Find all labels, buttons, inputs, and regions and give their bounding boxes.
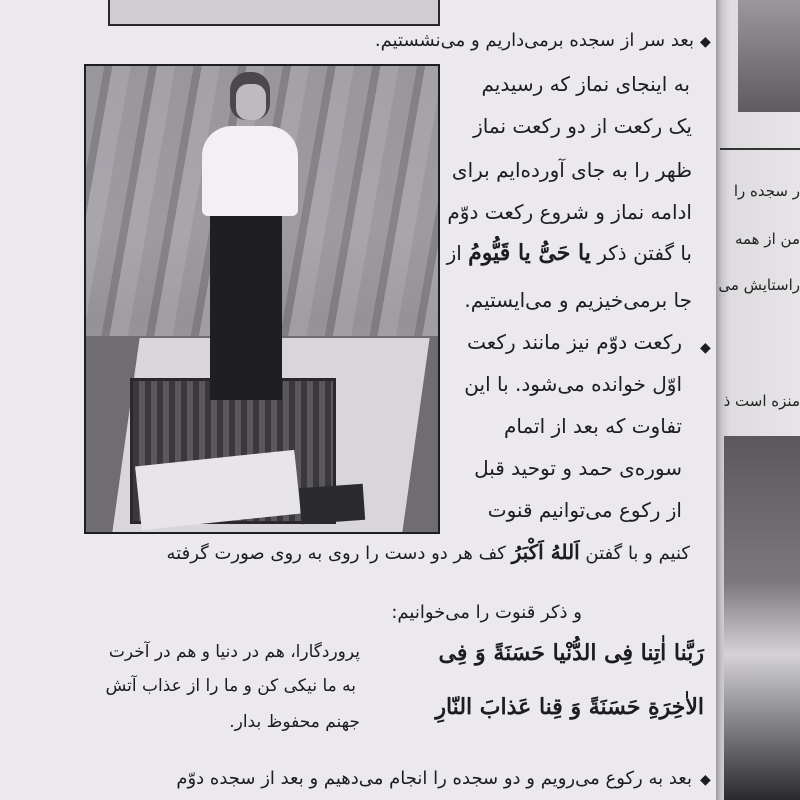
dua-line: رَبَّنا اٰتِنا فِی الدُّنْیا حَسَنَةً وَ فِی xyxy=(438,640,704,666)
text-line: بعد سر از سجده برمی‌داریم و می‌نشستیم. xyxy=(374,30,694,51)
text-line: ادامه نماز و شروع رکعت دوّم xyxy=(447,200,692,224)
facing-page-text: منزه است ذ xyxy=(723,392,800,410)
text-line: بعد به رکوع می‌رویم و دو سجده را انجام می‌دهیم و بعد از سجده دوّم xyxy=(176,768,692,789)
text-line: از رکوع می‌توانیم قنوت xyxy=(487,498,682,522)
bullet-icon: ◆ xyxy=(700,340,711,356)
dua-line: الاٰخِرَةِ حَسَنَةً وَ قِنا عَذابَ النّارِ xyxy=(435,694,704,720)
translation-line: به ما نیکی کن و ما را از عذاب آتش xyxy=(105,676,356,696)
text-line: سوره‌ی حمد و توحید قبل xyxy=(474,456,682,480)
bullet-icon: ◆ xyxy=(700,772,711,788)
text-line: تفاوت که بعد از اتمام xyxy=(503,414,682,438)
prayer-photo xyxy=(84,64,440,534)
text-line: رکعت دوّم نیز مانند رکعت xyxy=(467,330,682,354)
facing-page-photo xyxy=(738,0,800,112)
text-line: کنیم و با گفتن اَللهُ اَکْبَرُ کف هر دو دست را روی به روی صورت گرفته xyxy=(166,540,690,564)
text-line: ظهر را به جای آورده‌ایم برای xyxy=(451,158,692,182)
facing-page-text: من از همه xyxy=(734,230,800,248)
text-line: یک رکعت از دو رکعت نماز xyxy=(473,114,692,138)
translation-line: پروردگارا، هم در دنیا و هم در آخرت xyxy=(108,642,360,662)
text-line: اوّل خوانده می‌شود. با این xyxy=(464,372,682,396)
text-line: به اینجای نماز که رسیدیم xyxy=(481,72,690,96)
bullet-icon: ◆ xyxy=(700,34,711,50)
previous-photo-frame xyxy=(108,0,440,26)
facing-page-text: راستایش می xyxy=(718,276,800,294)
text-line: جا برمی‌خیزیم و می‌ایستیم. xyxy=(464,288,692,312)
facing-page-rule xyxy=(720,148,800,150)
translation-line: جهنم محفوظ بدار. xyxy=(229,712,360,732)
facing-page-photo xyxy=(724,436,800,800)
text-line: با گفتن ذکر یا حَیُّ یا قَیُّومُ از xyxy=(446,240,692,266)
facing-page-text: ر سجده را xyxy=(733,182,800,200)
text-line: و ذکر قنوت را می‌خوانیم: xyxy=(391,602,582,623)
